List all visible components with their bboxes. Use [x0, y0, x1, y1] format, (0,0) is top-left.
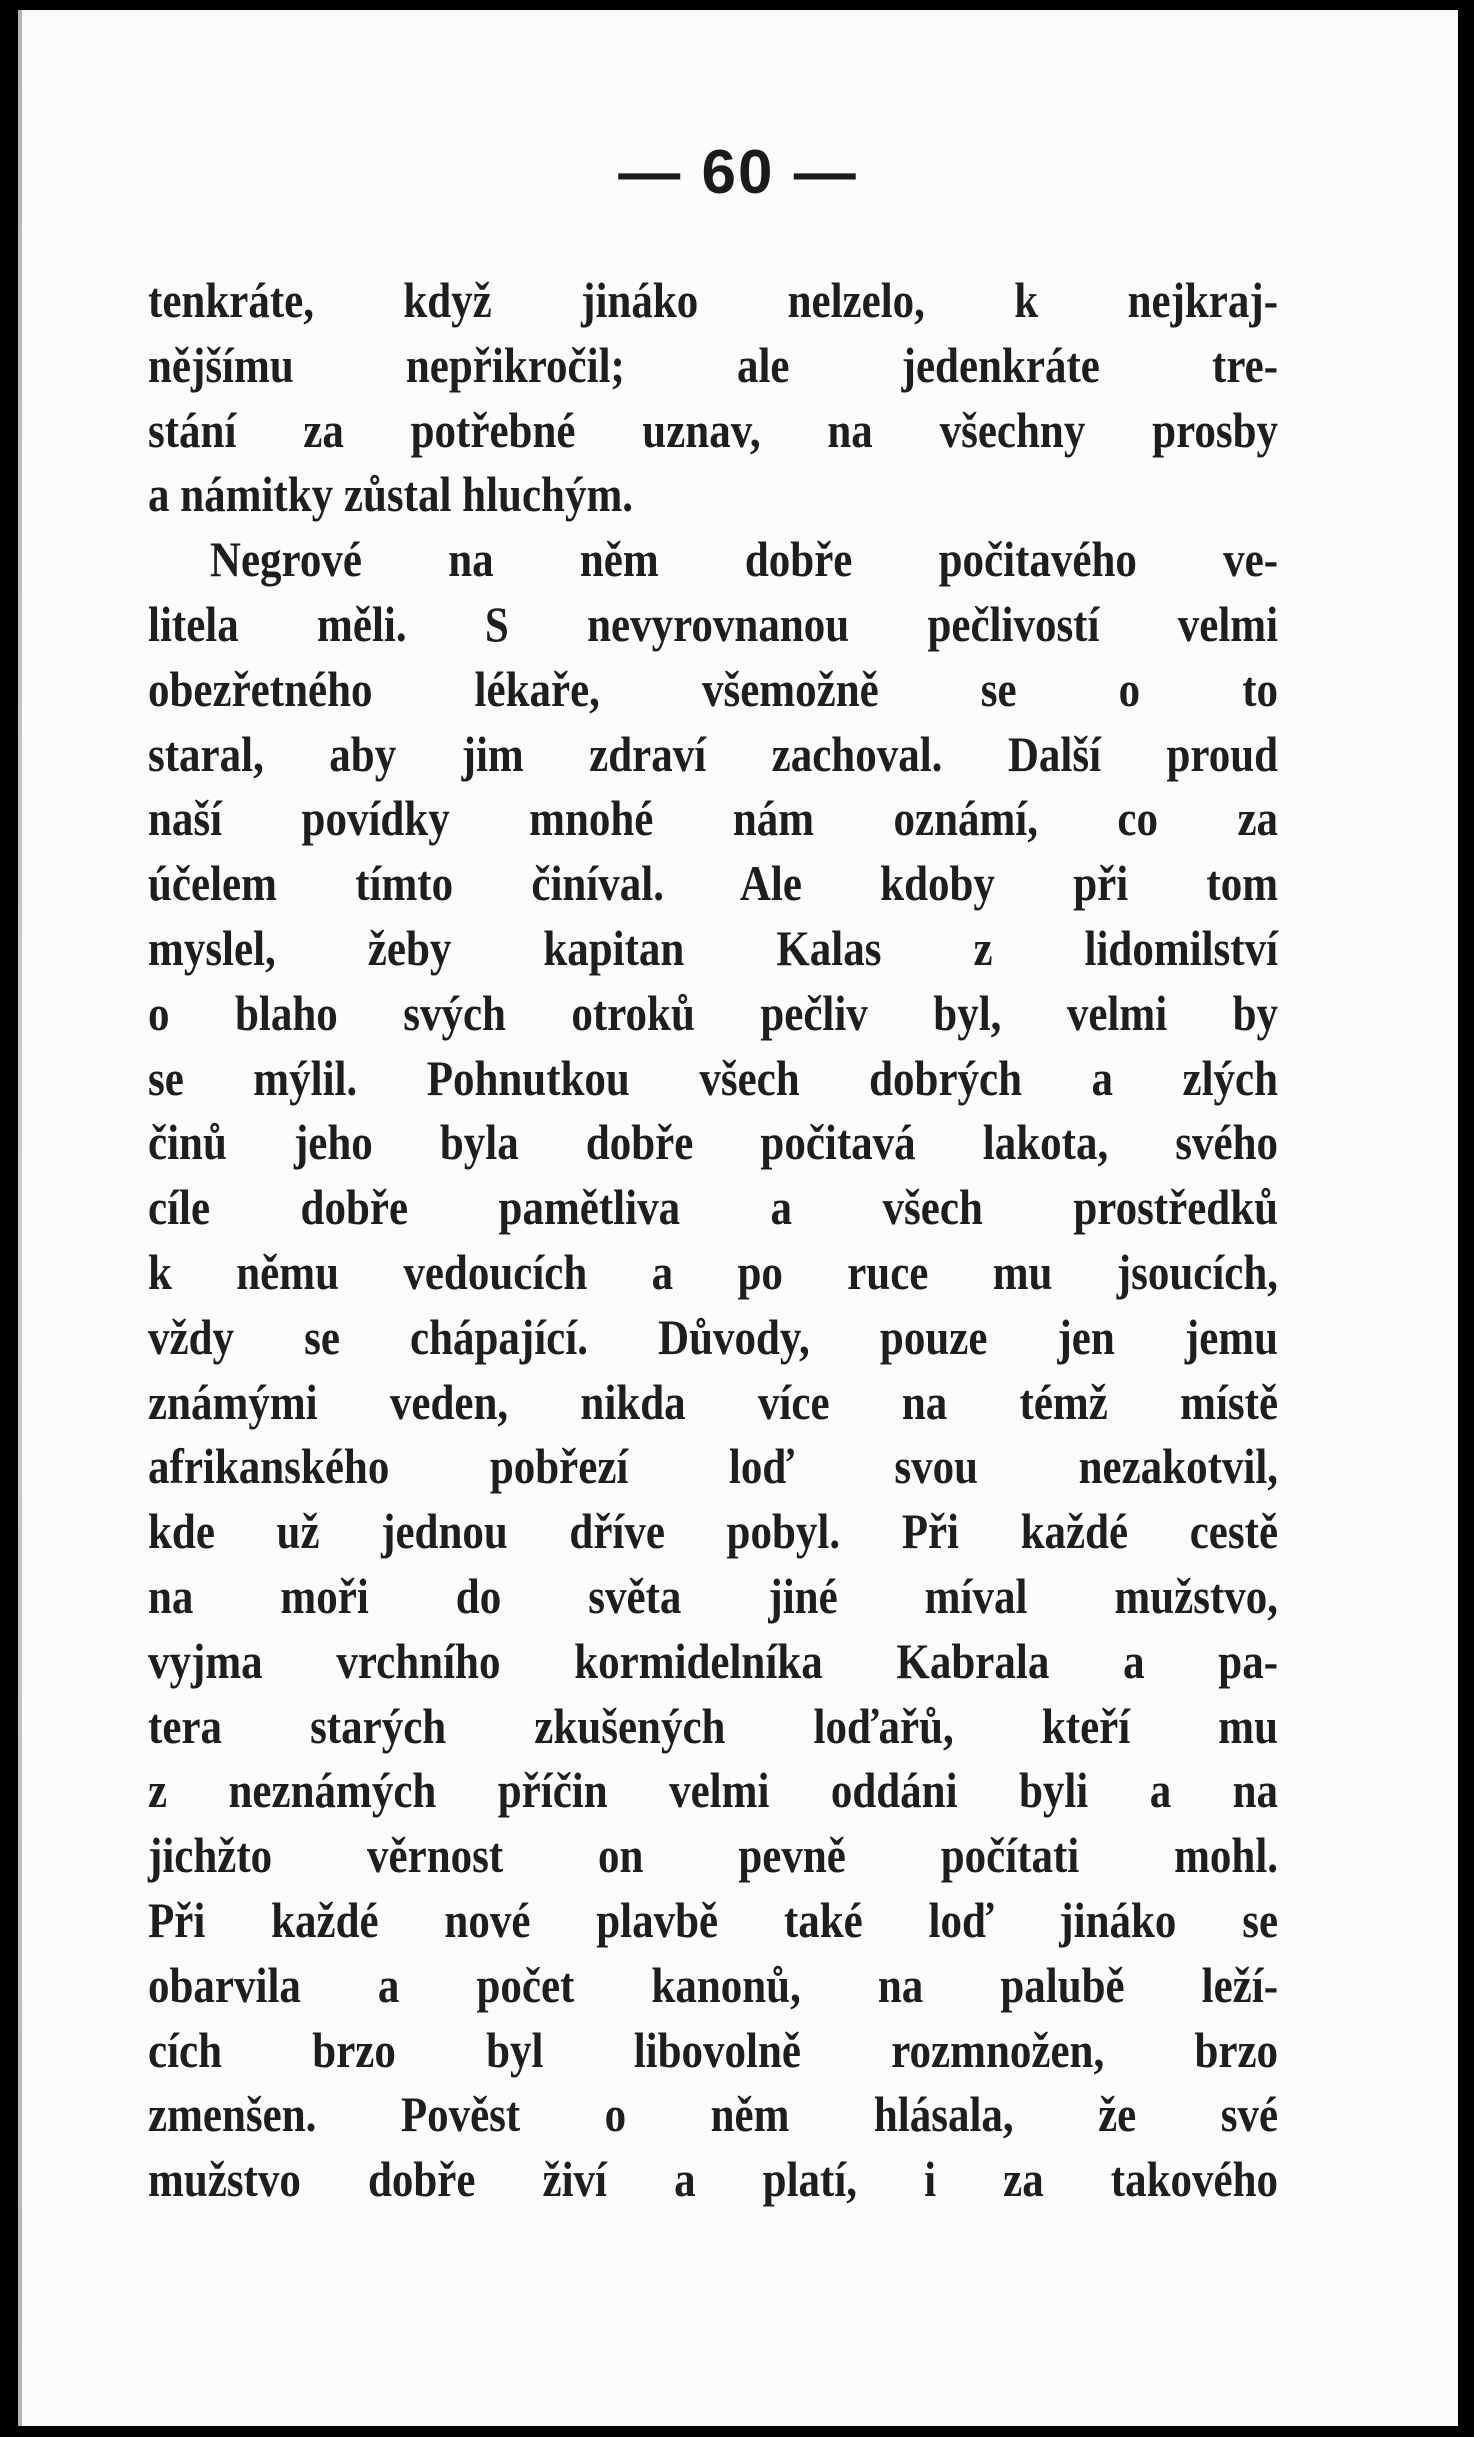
text-line: staral, aby jim zdraví zachoval. Další proud	[148, 725, 1279, 782]
text-line: se mýlil. Pohnutkou všech dobrých a zlých	[148, 1049, 1279, 1106]
text-line: o blaho svých otroků pečliv byl, velmi by	[148, 984, 1279, 1041]
text-line: k němu vedoucích a po ruce mu jsoucích,	[148, 1243, 1279, 1300]
text-line: cích brzo byl libovolně rozmnožen, brzo	[148, 2021, 1279, 2078]
text-line: jichžto věrnost on pevně počítati mohl.	[148, 1827, 1279, 1884]
body-text	[148, 268, 1278, 2212]
page-number: — 60 —	[618, 138, 858, 207]
text-line: na moři do světa jiné míval mužstvo,	[148, 1567, 1279, 1624]
text-line: z neznámých příčin velmi oddáni byli a na	[148, 1762, 1279, 1819]
text-line: účelem tímto činíval. Ale kdoby při tom	[148, 855, 1279, 912]
text-line: Negrové na něm dobře počitavého ve-	[209, 531, 1279, 588]
book-page	[18, 10, 1458, 2426]
text-line: kde už jednou dříve pobyl. Při každé cestě	[148, 1503, 1279, 1560]
text-line: obezřetného lékaře, všemožně se o to	[148, 660, 1279, 717]
text-line: známými veden, nikda více na témž místě	[148, 1373, 1279, 1430]
text-line: cíle dobře pamětliva a všech prostředků	[148, 1179, 1279, 1236]
text-line: tenkráte, když jináko nelzelo, k nejkraj-	[148, 272, 1279, 328]
text-line: afrikanského pobřezí loď svou nezakotvil,	[148, 1438, 1279, 1495]
text-line: stání za potřebné uznav, na všechny prosby	[148, 401, 1279, 458]
text-line: tera starých zkušených loďařů, kteří mu	[148, 1697, 1279, 1754]
text-line: nějšímu nepřikročil; ale jedenkráte tre-	[148, 336, 1279, 393]
text-line: litela měli. S nevyrovnanou pečlivostí velmi	[148, 595, 1279, 652]
text-line: obarvila a počet kanonů, na palubě leží-	[148, 1956, 1279, 2013]
text-line: činů jeho byla dobře počitavá lakota, svého	[148, 1114, 1279, 1171]
text-line: a námitky zůstal hluchým.	[148, 466, 634, 523]
text-line: Při každé nové plavbě také loď jináko se	[148, 1891, 1279, 1948]
scan-edge-left	[18, 10, 22, 2426]
text-line: vždy se chápající. Důvody, pouze jen jemu	[148, 1308, 1279, 1365]
text-line: myslel, žeby kapitan Kalas z lidomilství	[148, 919, 1279, 976]
text-line: vyjma vrchního kormidelníka Kabrala a pa-	[148, 1632, 1279, 1689]
text-line: zmenšen. Pověst o něm hlásala, že své	[148, 2086, 1279, 2143]
text-line: naší povídky mnohé nám oznámí, co za	[148, 790, 1279, 847]
text-line: mužstvo dobře živí a platí, i za takového	[148, 2151, 1279, 2208]
